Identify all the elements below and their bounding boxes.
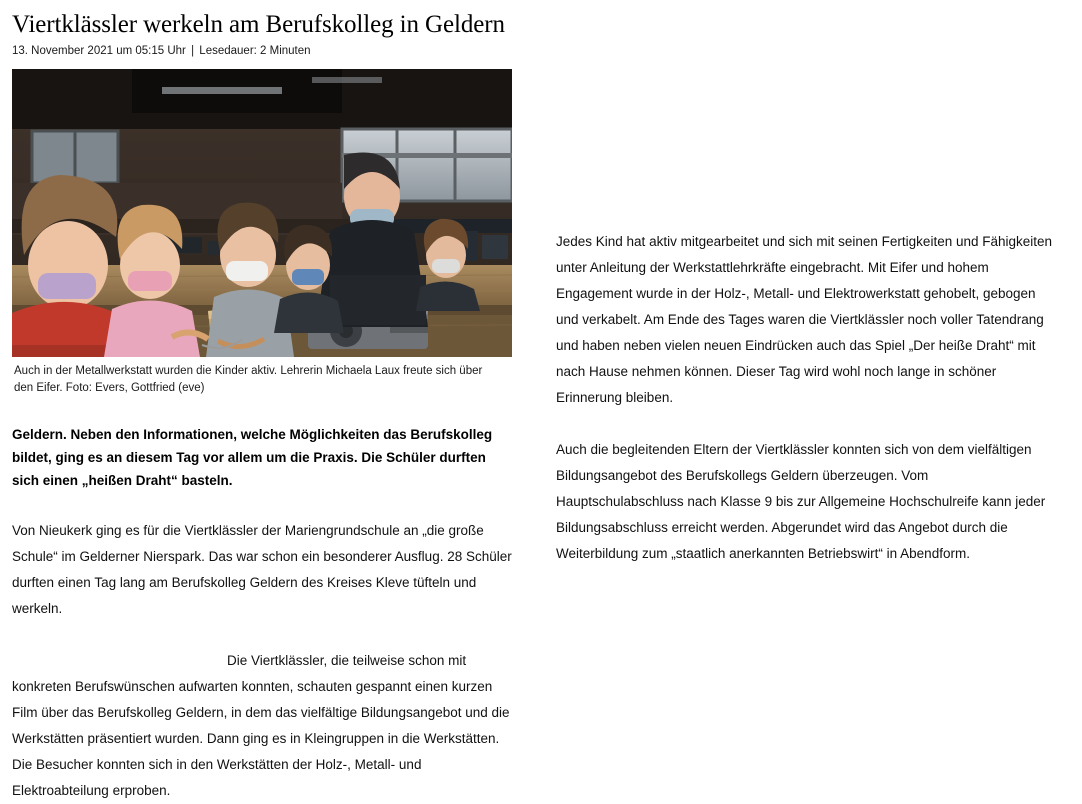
right-paragraph-2: Auch die begleitenden Eltern der Viertklässler konnten sich von dem vielfältigen Bildungsangebot des Berufskollegs Geldern überzeugen. Vom Hauptschulabschluss nach Klasse 9 bis zur Allgemeine Hochschulreife kann jeder Bildungsabschluss erreicht werden. Abgerundet wird das Angebot durch die Weiterbildung zum „staatlich anerkannten Betriebswirt“ in Abendform. <box>556 442 1046 561</box>
left-column <box>12 69 512 804</box>
article-meta <box>12 44 1070 59</box>
article-lead: Geldern. Neben den Informationen, welche Möglichkeiten das Berufskolleg bildet, ging es an diesem Tag vor allem um die Praxis. Die Schüler durften sich einen „heißen Draht“ basteln. <box>12 427 493 488</box>
article-columns <box>12 69 1070 804</box>
article-figure <box>12 69 512 397</box>
left-paragraph-1: Von Nieukerk ging es für die Viertklässler der Mariengrundschule an „die große Schule“ im Gelderner Nierspark. Das war schon ein besonderer Ausflug. 28 Schüler durften einen Tag lang am Berufskolleg Geldern des Kreises Kleve tüfteln und werkeln. <box>12 523 512 616</box>
right-column <box>556 69 1056 567</box>
article-photo <box>12 69 512 357</box>
left-paragraph-2: Die Viertklässler, die teilweise schon mit konkreten Berufswünschen aufwarten konnten, schauten gespannt einen kurzen Film über das Berufskolleg Geldern, in dem das vielfältige Bildungsangebot und die Werkstätten präsentiert wurden. Dann ging es in Kleingruppen in die Werkstätten. Die Besucher konnten sich in den Werkstätten der Holz-, Metall- und Elektroabteilung erproben. <box>12 653 510 798</box>
meta-separator: | <box>191 45 195 57</box>
workshop-photo-illustration <box>12 69 512 357</box>
publish-date: 13. November 2021 um 05:15 Uhr <box>12 45 186 57</box>
figure-caption: Auch in der Metallwerkstatt wurden die Kinder aktiv. Lehrerin Michaela Laux freute sich über den Eifer. Foto: Evers, Gottfried (eve) <box>14 365 483 394</box>
page-title: Viertklässler werkeln am Berufskolleg in Geldern <box>12 11 505 38</box>
right-paragraph-1: Jedes Kind hat aktiv mitgearbeitet und sich mit seinen Fertigkeiten und Fähigkeiten unter Anleitung der Werkstattlehrkräfte eingebracht. Mit Eifer und hohem Engagement wurde in der Holz-, Metall- und Elektrowerkstatt gehobelt, gebogen und verkabelt. Am Ende des Tages waren die Viertklässler noch voller Tatendrang und haben neben vielen neuen Eindrücken auch das Spiel „Der heiße Draht“ mit nach Hause nehmen können. Dieser Tag wird wohl noch lange in schöner Erinnerung bleiben. <box>556 234 1053 405</box>
read-time: Lesedauer: 2 Minuten <box>199 45 311 57</box>
